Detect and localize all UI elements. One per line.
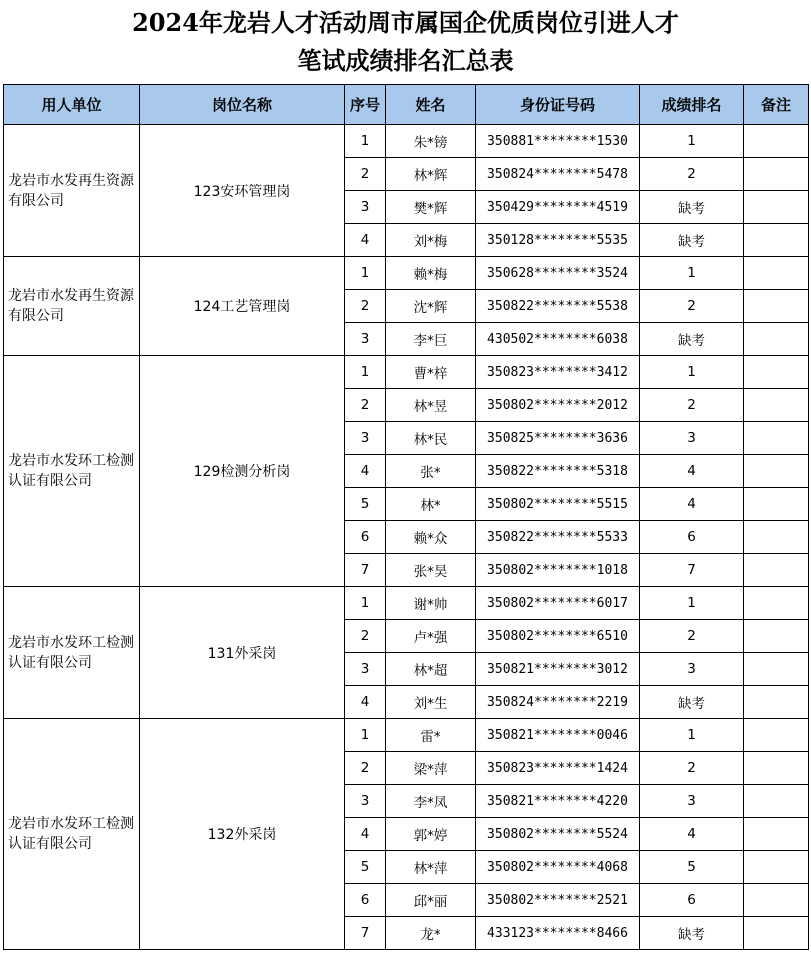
cell-seq: 4 xyxy=(345,818,386,851)
cell-name: 谢*帅 xyxy=(386,587,476,620)
cell-name: 刘*梅 xyxy=(386,224,476,257)
cell-rank: 5 xyxy=(640,851,744,884)
title-line-2: 笔试成绩排名汇总表 xyxy=(297,46,514,75)
cell-idno: 350821********4220 xyxy=(476,785,640,818)
cell-name: 赖*众 xyxy=(386,521,476,554)
table-row xyxy=(4,125,809,158)
score-table xyxy=(3,84,809,950)
cell-name: 沈*辉 xyxy=(386,290,476,323)
cell-rank: 6 xyxy=(640,521,744,554)
cell-idno: 350821********0046 xyxy=(476,719,640,752)
table-row xyxy=(4,356,809,389)
header-idno: 身份证号码 xyxy=(476,85,640,125)
cell-rank: 2 xyxy=(640,290,744,323)
cell-idno: 350822********5318 xyxy=(476,455,640,488)
cell-rank: 缺考 xyxy=(640,224,744,257)
cell-name: 雷* xyxy=(386,719,476,752)
cell-rank: 1 xyxy=(640,356,744,389)
cell-name: 刘*生 xyxy=(386,686,476,719)
cell-seq: 2 xyxy=(345,752,386,785)
cell-rank: 缺考 xyxy=(640,686,744,719)
cell-seq: 2 xyxy=(345,290,386,323)
header-post: 岗位名称 xyxy=(140,85,345,125)
cell-remark xyxy=(744,125,809,158)
cell-seq: 3 xyxy=(345,785,386,818)
cell-idno: 350822********5533 xyxy=(476,521,640,554)
cell-unit: 龙岩市水发环工检测认证有限公司 xyxy=(4,587,140,719)
cell-seq: 1 xyxy=(345,719,386,752)
cell-rank: 4 xyxy=(640,455,744,488)
header-unit: 用人单位 xyxy=(4,85,140,125)
cell-rank: 1 xyxy=(640,125,744,158)
cell-unit: 龙岩市水发再生资源有限公司 xyxy=(4,125,140,257)
cell-idno: 350128********5535 xyxy=(476,224,640,257)
cell-rank: 2 xyxy=(640,158,744,191)
cell-seq: 3 xyxy=(345,191,386,224)
cell-seq: 7 xyxy=(345,554,386,587)
cell-name: 张* xyxy=(386,455,476,488)
cell-name: 樊*辉 xyxy=(386,191,476,224)
cell-name: 赖*梅 xyxy=(386,257,476,290)
cell-remark xyxy=(744,851,809,884)
cell-post: 131外采岗 xyxy=(140,587,345,719)
cell-seq: 5 xyxy=(345,488,386,521)
cell-remark xyxy=(744,719,809,752)
table-body xyxy=(4,125,809,950)
cell-seq: 4 xyxy=(345,224,386,257)
cell-idno: 350802********6017 xyxy=(476,587,640,620)
cell-idno: 350822********5538 xyxy=(476,290,640,323)
cell-rank: 缺考 xyxy=(640,323,744,356)
cell-seq: 2 xyxy=(345,620,386,653)
cell-rank: 缺考 xyxy=(640,191,744,224)
cell-rank: 2 xyxy=(640,752,744,785)
cell-idno: 350802********5524 xyxy=(476,818,640,851)
cell-remark xyxy=(744,686,809,719)
cell-seq: 5 xyxy=(345,851,386,884)
cell-remark xyxy=(744,554,809,587)
title-line-1: 2024年龙岩人才活动周市属国企优质岗位引进人才 xyxy=(132,8,679,37)
cell-seq: 3 xyxy=(345,422,386,455)
cell-remark xyxy=(744,785,809,818)
cell-seq: 2 xyxy=(345,389,386,422)
cell-rank: 3 xyxy=(640,785,744,818)
cell-idno: 350802********2012 xyxy=(476,389,640,422)
cell-seq: 2 xyxy=(345,158,386,191)
header-row xyxy=(4,85,809,125)
cell-seq: 1 xyxy=(345,587,386,620)
cell-remark xyxy=(744,290,809,323)
cell-rank: 1 xyxy=(640,257,744,290)
table-row xyxy=(4,587,809,620)
cell-remark xyxy=(744,818,809,851)
cell-unit: 龙岩市水发再生资源有限公司 xyxy=(4,257,140,356)
cell-post: 123安环管理岗 xyxy=(140,125,345,257)
cell-name: 李*凤 xyxy=(386,785,476,818)
cell-name: 林*民 xyxy=(386,422,476,455)
header-rank: 成绩排名 xyxy=(640,85,744,125)
cell-idno: 350881********1530 xyxy=(476,125,640,158)
cell-seq: 3 xyxy=(345,653,386,686)
cell-idno: 350823********1424 xyxy=(476,752,640,785)
table-row xyxy=(4,719,809,752)
cell-rank: 3 xyxy=(640,653,744,686)
cell-rank: 4 xyxy=(640,488,744,521)
cell-rank: 1 xyxy=(640,587,744,620)
cell-rank: 7 xyxy=(640,554,744,587)
cell-remark xyxy=(744,224,809,257)
cell-idno: 350802********4068 xyxy=(476,851,640,884)
header-remark: 备注 xyxy=(744,85,809,125)
cell-name: 梁*萍 xyxy=(386,752,476,785)
cell-post: 129检测分析岗 xyxy=(140,356,345,587)
cell-idno: 350824********5478 xyxy=(476,158,640,191)
cell-post: 132外采岗 xyxy=(140,719,345,950)
cell-idno: 350802********6510 xyxy=(476,620,640,653)
cell-rank: 6 xyxy=(640,884,744,917)
cell-rank: 2 xyxy=(640,389,744,422)
cell-idno: 350821********3012 xyxy=(476,653,640,686)
cell-name: 林*超 xyxy=(386,653,476,686)
cell-idno: 433123********8466 xyxy=(476,917,640,950)
cell-unit: 龙岩市水发环工检测认证有限公司 xyxy=(4,356,140,587)
cell-idno: 350823********3412 xyxy=(476,356,640,389)
cell-rank: 2 xyxy=(640,620,744,653)
cell-rank: 缺考 xyxy=(640,917,744,950)
cell-rank: 3 xyxy=(640,422,744,455)
cell-rank: 1 xyxy=(640,719,744,752)
cell-name: 龙* xyxy=(386,917,476,950)
cell-post: 124工艺管理岗 xyxy=(140,257,345,356)
cell-seq: 6 xyxy=(345,521,386,554)
cell-remark xyxy=(744,521,809,554)
cell-remark xyxy=(744,158,809,191)
cell-remark xyxy=(744,587,809,620)
cell-seq: 4 xyxy=(345,686,386,719)
cell-name: 林*辉 xyxy=(386,158,476,191)
cell-seq: 1 xyxy=(345,125,386,158)
cell-name: 林*萍 xyxy=(386,851,476,884)
cell-remark xyxy=(744,257,809,290)
header-seq: 序号 xyxy=(345,85,386,125)
document-title xyxy=(0,0,811,84)
cell-idno: 350429********4519 xyxy=(476,191,640,224)
cell-remark xyxy=(744,884,809,917)
cell-remark xyxy=(744,752,809,785)
cell-name: 李*巨 xyxy=(386,323,476,356)
cell-idno: 350628********3524 xyxy=(476,257,640,290)
cell-seq: 1 xyxy=(345,356,386,389)
cell-name: 郭*婷 xyxy=(386,818,476,851)
cell-idno: 350802********1018 xyxy=(476,554,640,587)
cell-idno: 430502********6038 xyxy=(476,323,640,356)
cell-seq: 6 xyxy=(345,884,386,917)
cell-remark xyxy=(744,488,809,521)
cell-idno: 350824********2219 xyxy=(476,686,640,719)
table-row xyxy=(4,257,809,290)
cell-name: 曹*梓 xyxy=(386,356,476,389)
cell-name: 朱*镑 xyxy=(386,125,476,158)
cell-remark xyxy=(744,191,809,224)
cell-seq: 7 xyxy=(345,917,386,950)
cell-idno: 350802********5515 xyxy=(476,488,640,521)
cell-remark xyxy=(744,356,809,389)
cell-remark xyxy=(744,455,809,488)
cell-idno: 350825********3636 xyxy=(476,422,640,455)
cell-rank: 4 xyxy=(640,818,744,851)
cell-name: 林* xyxy=(386,488,476,521)
cell-remark xyxy=(744,389,809,422)
cell-name: 张*昊 xyxy=(386,554,476,587)
cell-name: 卢*强 xyxy=(386,620,476,653)
cell-seq: 3 xyxy=(345,323,386,356)
cell-remark xyxy=(744,653,809,686)
header-name: 姓名 xyxy=(386,85,476,125)
cell-remark xyxy=(744,620,809,653)
cell-idno: 350802********2521 xyxy=(476,884,640,917)
cell-name: 林*昱 xyxy=(386,389,476,422)
cell-unit: 龙岩市水发环工检测认证有限公司 xyxy=(4,719,140,950)
cell-seq: 1 xyxy=(345,257,386,290)
cell-name: 邱*丽 xyxy=(386,884,476,917)
cell-remark xyxy=(744,422,809,455)
cell-seq: 4 xyxy=(345,455,386,488)
cell-remark xyxy=(744,917,809,950)
cell-remark xyxy=(744,323,809,356)
